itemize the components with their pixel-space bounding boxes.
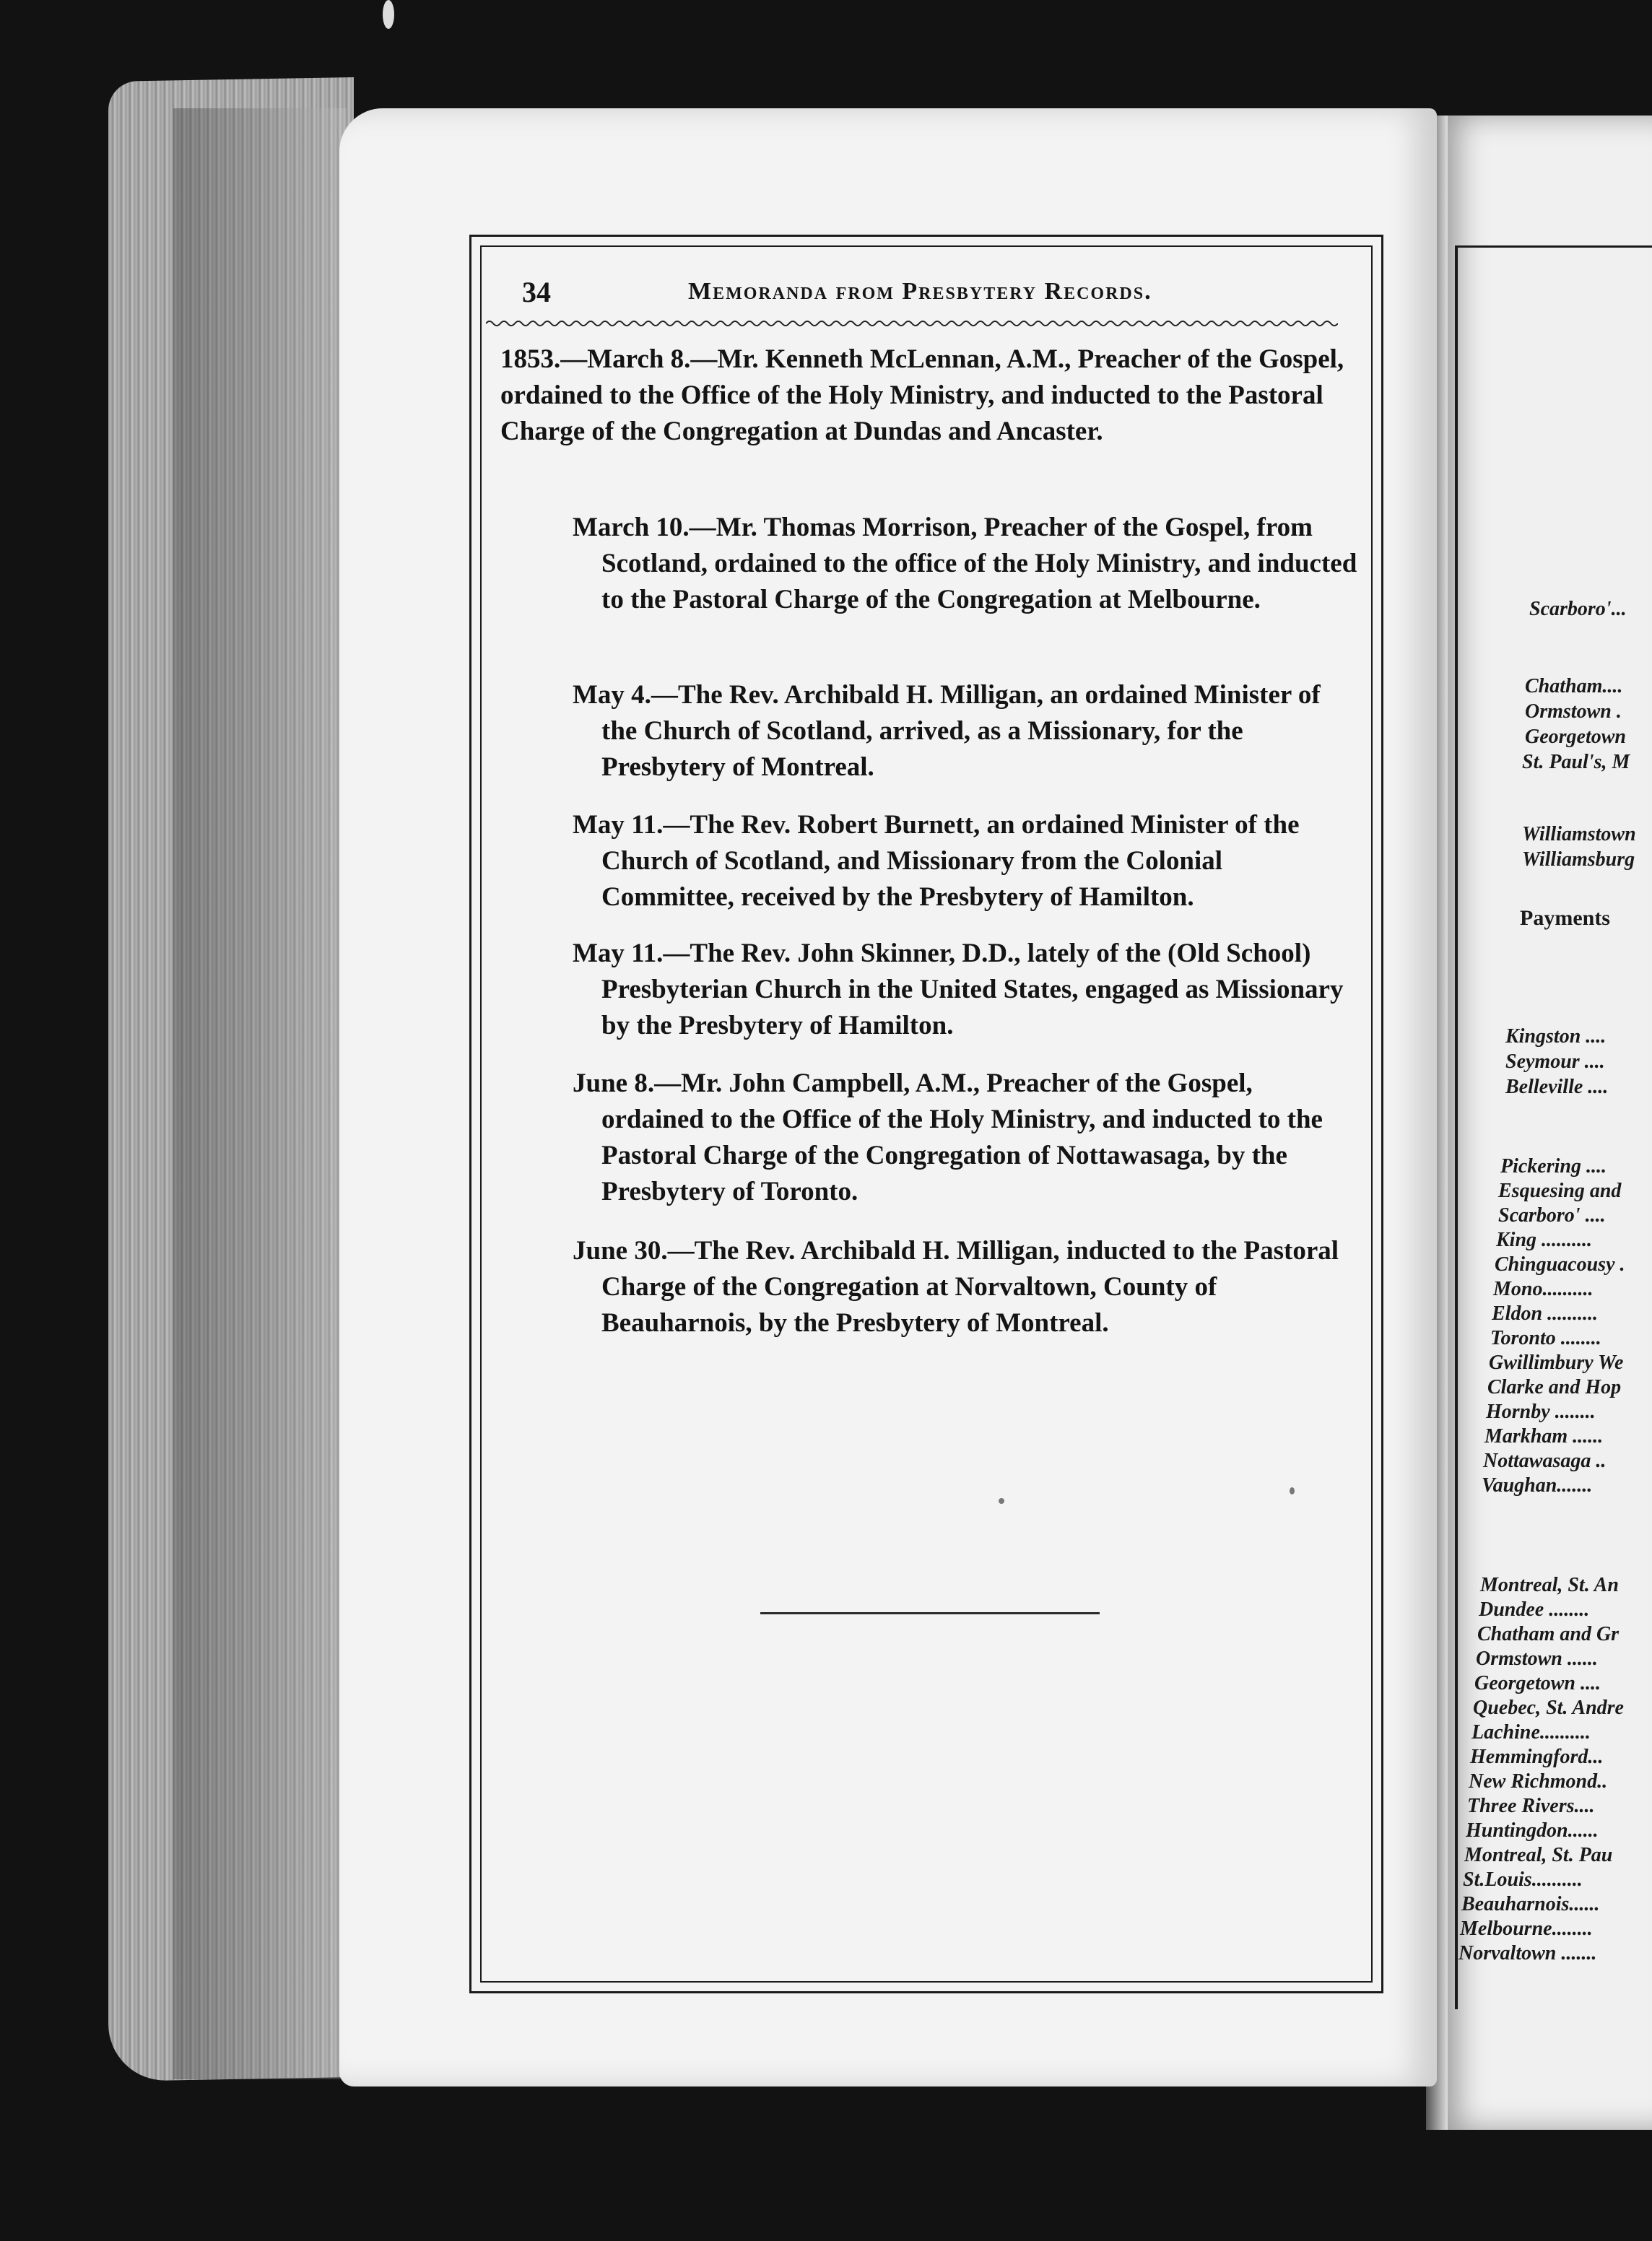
section-end-rule <box>760 1612 1100 1614</box>
right-list-item: Huntingdon...... <box>1466 1819 1599 1842</box>
page-frame <box>469 235 1383 1993</box>
entry-text: The Rev. Robert Burnett, an ordained Minister of the Church of Scotland, and Missionary from the Colonial Committee, received by the Presbytery of Hamilton. <box>601 810 1300 912</box>
right-list-item: Georgetown <box>1525 726 1626 748</box>
entry-text: Mr. John Campbell, A.M., Preacher of the Gospel, ordained to the Office of the Holy Ministry, and inducted to the Pastoral Charge of the Congregation of Nottawasaga, by the Presbytery of Toronto. <box>601 1069 1323 1206</box>
right-list-item: New Richmond.. <box>1469 1770 1608 1793</box>
right-list-item: Toronto ........ <box>1490 1327 1601 1349</box>
entry-text: The Rev. Archibald H. Milligan, inducted to the Pastoral Charge of the Congregation at Norvaltown, County of Beauharnois, by the Presbytery of Montreal. <box>601 1236 1339 1338</box>
right-list-item: Scarboro'... <box>1529 598 1627 620</box>
right-list-item: King .......... <box>1496 1229 1593 1251</box>
entry-may-4 <box>573 677 1360 786</box>
entry-lead: June 8.— <box>573 1069 682 1098</box>
right-list-item: Scarboro' .... <box>1498 1204 1606 1227</box>
running-head: Memoranda from Presbytery Records. <box>688 278 1152 305</box>
ink-speck <box>999 1498 1004 1504</box>
entry-march-10 <box>573 510 1360 618</box>
right-list-item: St. Paul's, M <box>1522 751 1630 773</box>
right-list-item: Eldon .......... <box>1492 1302 1599 1325</box>
right-list-item: Kingston .... <box>1505 1025 1607 1048</box>
right-list-item: Chatham and Gr <box>1477 1623 1620 1645</box>
page-number: 34 <box>522 276 551 308</box>
right-list-item: Three Rivers.... <box>1467 1795 1595 1817</box>
right-list-item: Chatham.... <box>1525 675 1623 697</box>
page-edge-shadow <box>173 108 347 2079</box>
right-list-item: St.Louis.......... <box>1463 1868 1583 1891</box>
right-list-item: Chinguacousy . <box>1495 1253 1625 1276</box>
entry-lead: June 30.— <box>573 1236 695 1266</box>
entry-lead: May 11.— <box>573 810 690 840</box>
entry-text: The Rev. John Skinner, D.D., lately of the (Old School) Presbyterian Church in the United States, engaged as Missionary by the Presbytery of Hamilton. <box>601 939 1344 1040</box>
entry-lead: 1853.—March 8.— <box>500 344 718 374</box>
right-list-item: Mono.......... <box>1493 1278 1594 1300</box>
entry-lead: May 11.— <box>573 939 690 968</box>
ink-speck <box>1290 1487 1295 1494</box>
page-header <box>500 269 1352 313</box>
entry-may-11-skinner <box>573 936 1360 1044</box>
entry-may-11-burnett <box>573 807 1360 915</box>
right-list-item: Dundee ........ <box>1479 1598 1590 1621</box>
right-list-item: Hornby ........ <box>1486 1401 1596 1423</box>
right-list-item: Seymour .... <box>1505 1050 1605 1073</box>
ink-speck <box>383 0 394 29</box>
right-list-item: Lachine.......... <box>1471 1721 1591 1744</box>
right-page-heading: Payments <box>1520 906 1610 930</box>
right-list-item: Beauharnois...... <box>1461 1893 1600 1915</box>
entry-june-30 <box>573 1233 1360 1341</box>
right-list-item: Quebec, St. Andre <box>1473 1697 1624 1719</box>
entry-june-8 <box>573 1066 1360 1210</box>
right-list-item: Ormstown . <box>1525 700 1622 723</box>
right-list-item: Montreal, St. Pau <box>1464 1844 1613 1866</box>
right-list-item: Gwillimbury We <box>1489 1352 1624 1374</box>
entry-text: The Rev. Archibald H. Milligan, an ordained Minister of the Church of Scotland, arrived, as a Missionary, for the Presbytery of Montreal. <box>601 680 1321 782</box>
entry-text: Mr. Kenneth McLennan, A.M., Preacher of the Gospel, ordained to the Office of the Holy Ministry, and inducted to the Pastoral Charge of the Congregation at Dundas and Ancaster. <box>500 344 1344 446</box>
right-list-item: Williamstown <box>1522 823 1636 845</box>
right-list-item: Markham ...... <box>1484 1425 1604 1448</box>
right-list-item: Georgetown .... <box>1474 1672 1601 1694</box>
entry-lead: March 10.— <box>573 513 716 542</box>
right-list-item: Ormstown ...... <box>1476 1648 1598 1670</box>
right-list-item: Melbourne........ <box>1460 1918 1593 1940</box>
right-page-frame <box>1455 245 1652 2009</box>
right-list-item: Vaughan....... <box>1482 1474 1593 1497</box>
right-list-item: Belleville .... <box>1505 1076 1609 1098</box>
right-list-item: Norvaltown ....... <box>1458 1942 1597 1964</box>
right-list-item: Williamsburg <box>1522 848 1635 871</box>
entry-lead: May 4.— <box>573 680 678 710</box>
right-list-item: Hemmingford... <box>1470 1746 1604 1768</box>
entry-text: Mr. Thomas Morrison, Preacher of the Gospel, from Scotland, ordained to the office of the Holy Ministry, and inducted to the Pastoral Charge of the Congregation at Melbourne. <box>601 513 1357 614</box>
right-list-item: Clarke and Hop <box>1487 1376 1622 1398</box>
right-list-item: Esquesing and <box>1498 1180 1622 1202</box>
right-list-item: Nottawasaga .. <box>1483 1450 1607 1472</box>
entry-1853-march-8 <box>500 341 1360 450</box>
wavy-rule <box>486 318 1338 329</box>
right-list-item: Pickering .... <box>1500 1155 1607 1178</box>
right-list-item: Montreal, St. An <box>1480 1574 1619 1596</box>
